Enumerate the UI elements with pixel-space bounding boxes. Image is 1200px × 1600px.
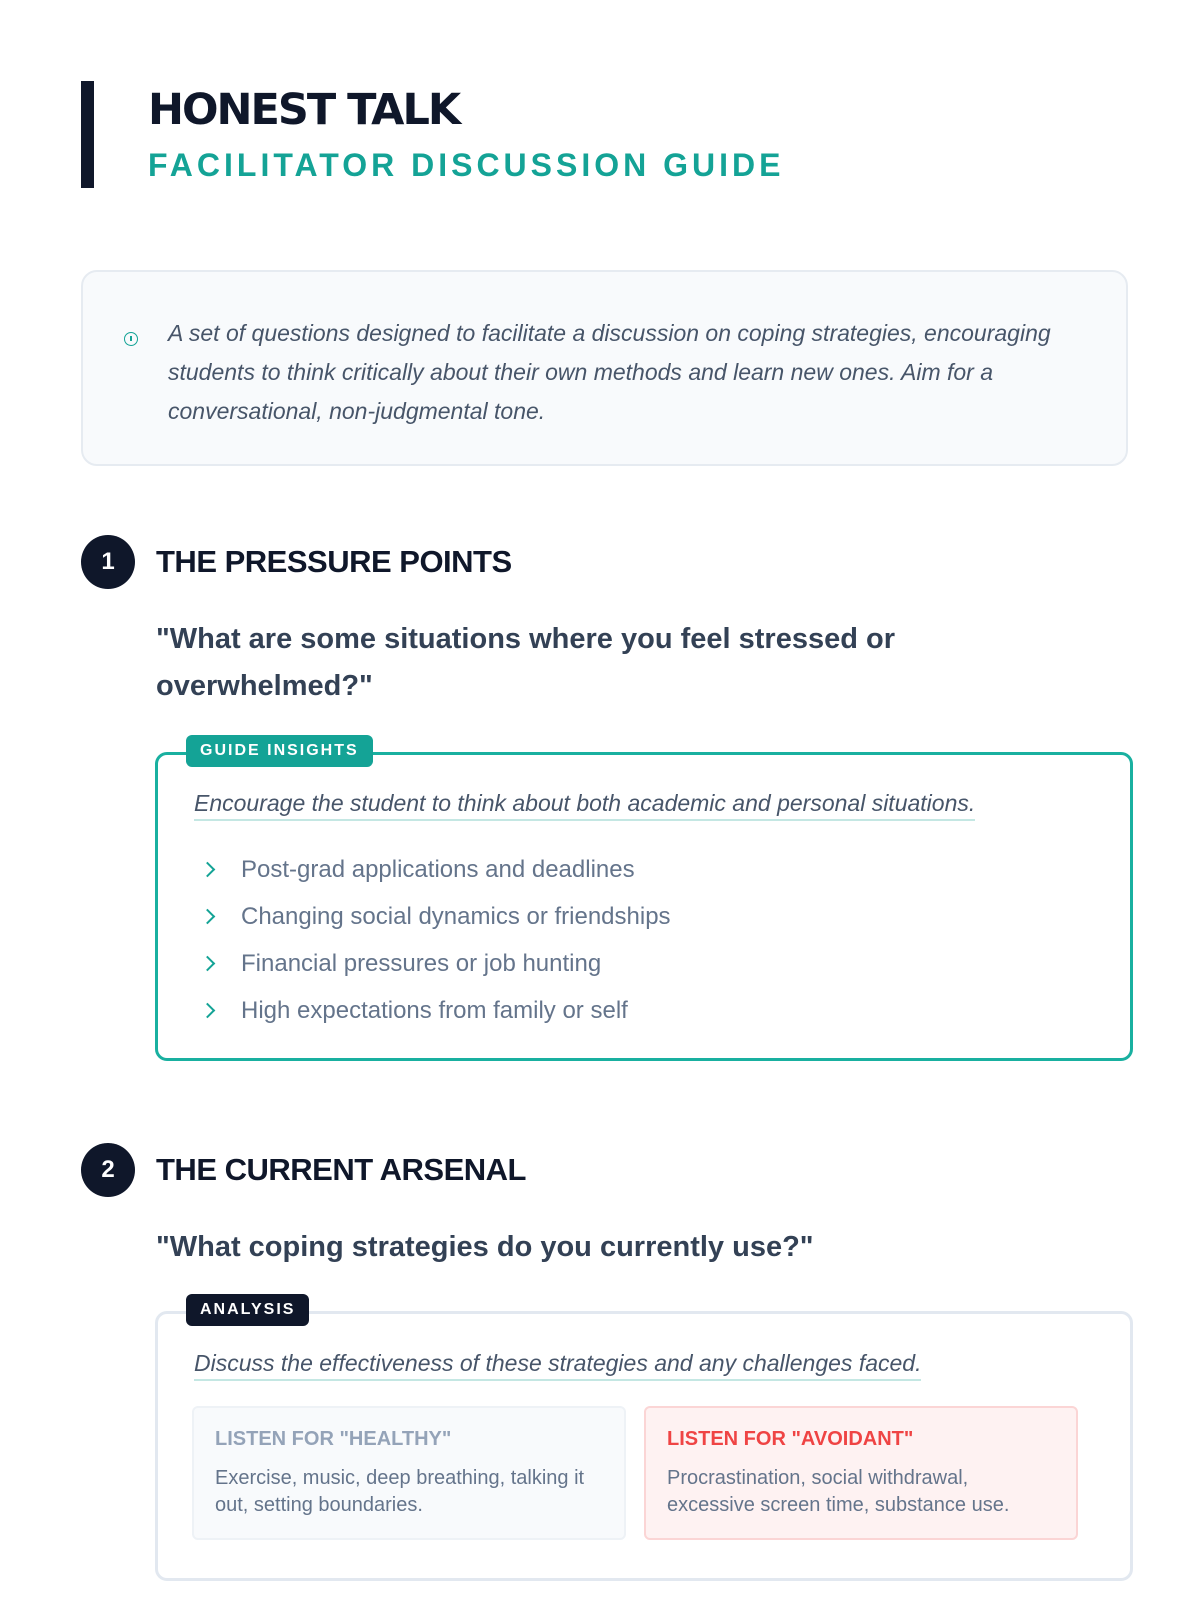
chevron-right-icon: [200, 909, 216, 925]
analysis-card: [155, 1301, 1133, 1581]
guide-insights-card: [155, 742, 1133, 1061]
list-item: [200, 987, 671, 1034]
list-item: [200, 893, 671, 940]
section-number-badge: 2: [81, 1143, 135, 1197]
page-title: HONEST TALK: [148, 85, 460, 135]
chevron-right-icon: [200, 1003, 216, 1019]
list-item-text: High expectations from family or self: [241, 996, 628, 1024]
chevron-right-icon: [200, 862, 216, 878]
card-tag: GUIDE INSIGHTS: [186, 735, 373, 767]
section-number-badge: 1: [81, 535, 135, 589]
list-item: [200, 940, 671, 987]
section-title: THE CURRENT ARSENAL: [156, 1152, 526, 1187]
listen-healthy-title: LISTEN FOR "HEALTHY": [215, 1428, 452, 1450]
guide-header: [81, 81, 785, 188]
list-item: [200, 846, 671, 893]
listen-healthy-body: Exercise, music, deep breathing, talking it out, setting boundaries.: [215, 1467, 585, 1516]
card-lead-text: Encourage the student to think about both academic and personal situations.: [194, 790, 975, 821]
listen-avoidant-box: [644, 1406, 1078, 1540]
intro-callout: [81, 270, 1128, 466]
info-icon: [124, 332, 138, 346]
card-tag: ANALYSIS: [186, 1294, 309, 1326]
list-item-text: Changing social dynamics or friendships: [241, 902, 671, 930]
intro-text: A set of questions designed to facilitate a discussion on coping strategies, encouraging students to think critically about their own methods and learn new ones. Aim for a conversational, non-judgmental tone.: [168, 320, 1051, 424]
section-title: THE PRESSURE POINTS: [156, 544, 512, 579]
list-item-text: Financial pressures or job hunting: [241, 949, 602, 977]
listen-avoidant-title: LISTEN FOR "AVOIDANT": [667, 1428, 914, 1450]
listen-avoidant-body: Procrastination, social withdrawal, excessive screen time, substance use.: [667, 1467, 1010, 1516]
listen-healthy-box: [192, 1406, 626, 1540]
list-item-text: Post-grad applications and deadlines: [241, 855, 635, 883]
discussion-question: "What are some situations where you feel stressed or overwhelmed?": [156, 623, 895, 702]
chevron-right-icon: [200, 956, 216, 972]
page-subtitle: FACILITATOR DISCUSSION GUIDE: [148, 147, 785, 183]
discussion-question: "What coping strategies do you currently use?": [156, 1231, 814, 1263]
card-lead-text: Discuss the effectiveness of these strategies and any challenges faced.: [194, 1350, 921, 1381]
insight-list: [200, 846, 671, 1034]
